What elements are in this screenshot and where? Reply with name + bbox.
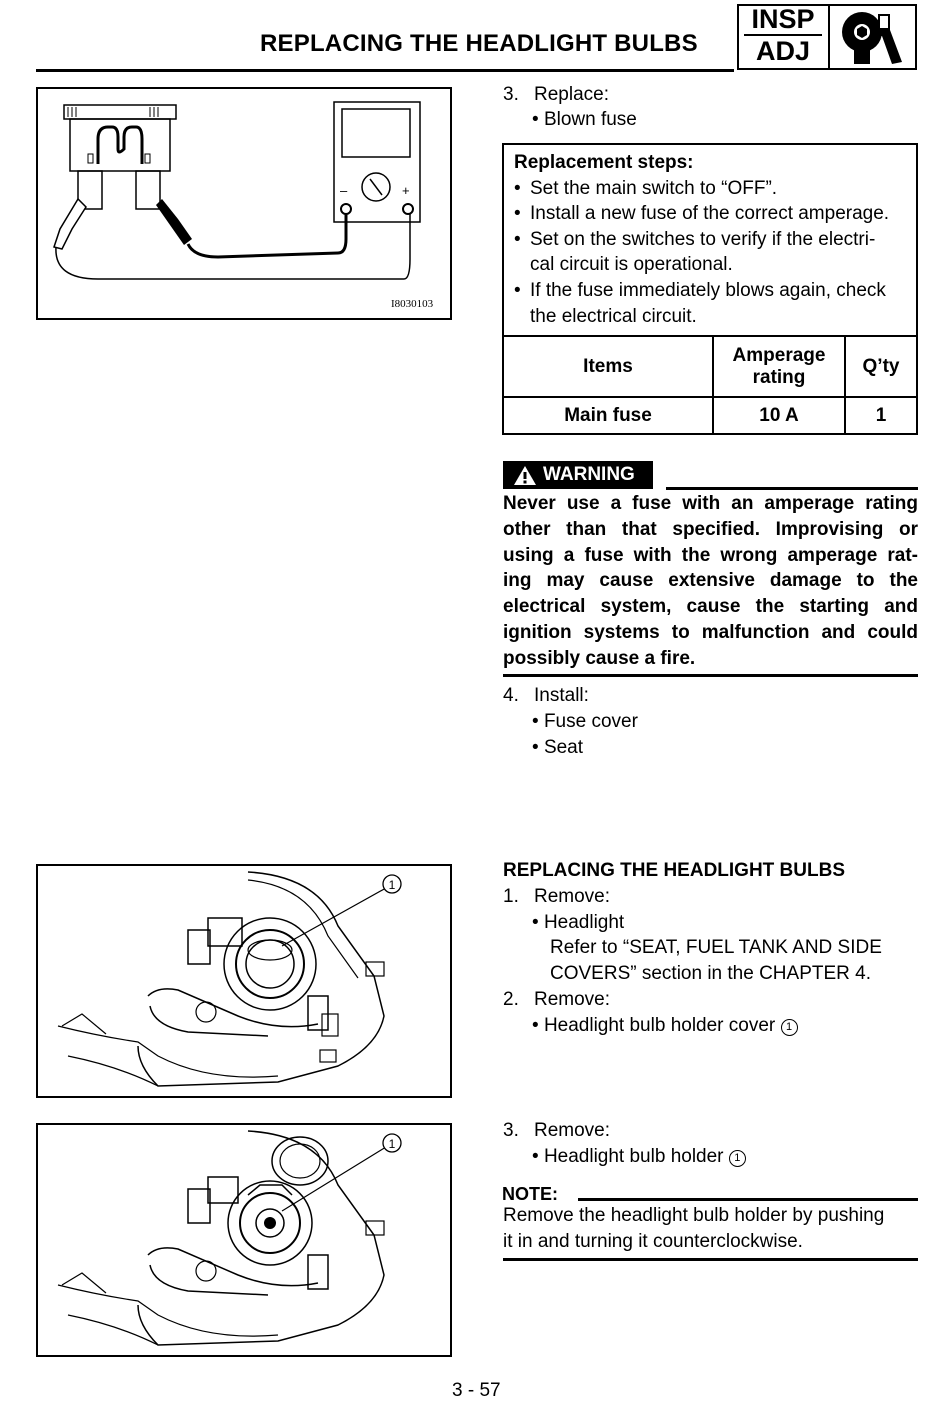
step3-item: • Blown fuse bbox=[532, 109, 637, 130]
title-rule bbox=[36, 69, 734, 72]
warning-text-label: WARNING bbox=[543, 464, 635, 485]
step3-item-text: Blown fuse bbox=[543, 109, 637, 130]
replacement-step: • Install a new fuse of the correct amperage. bbox=[514, 201, 906, 227]
table-cell: Main fuse bbox=[503, 397, 713, 434]
table-header: Items bbox=[503, 336, 713, 397]
warning-line: ignition systems to malfunction and could bbox=[503, 621, 918, 643]
replacement-step: • If the fuse immediately blows again, check bbox=[514, 278, 906, 304]
step4-item: • Fuse cover bbox=[532, 711, 638, 732]
step4-item-text: Seat bbox=[543, 737, 584, 758]
section-step3 bbox=[503, 1118, 611, 1144]
step4-item: • Seat bbox=[532, 737, 584, 758]
warning-end-rule bbox=[503, 674, 918, 677]
s1-number: 1. bbox=[503, 886, 519, 907]
replacement-step-cont: the electrical circuit. bbox=[530, 305, 697, 327]
badge-bottom: ADJ bbox=[755, 36, 810, 66]
page-number: 3 - 57 bbox=[452, 1380, 501, 1401]
s2-item: • Headlight bulb holder cover 1 bbox=[532, 1013, 798, 1039]
s2-number: 2. bbox=[503, 989, 519, 1010]
replacement-step: • Set the main switch to “OFF”. bbox=[514, 176, 906, 202]
callout-circle: 1 bbox=[781, 1019, 798, 1036]
s2-action: Remove: bbox=[534, 989, 611, 1010]
badge-top: INSP bbox=[751, 4, 815, 34]
warning-body bbox=[503, 491, 918, 672]
warning-icon bbox=[513, 465, 537, 486]
note-line: it in and turning it counterclockwise. bbox=[503, 1230, 803, 1252]
callout-number: 1 bbox=[388, 1137, 396, 1151]
fuse-test-figure bbox=[36, 87, 452, 320]
fuse-multimeter-drawing bbox=[38, 89, 450, 318]
s3-number: 3. bbox=[503, 1120, 519, 1141]
step3 bbox=[503, 82, 609, 108]
meter-minus-label: – bbox=[340, 183, 348, 198]
table-row bbox=[503, 397, 917, 434]
s1-item-text: Headlight bbox=[543, 912, 625, 933]
warning-line: electrical system, cause the starting and bbox=[503, 596, 918, 618]
fuse-spec-table bbox=[502, 335, 918, 435]
headlight-cover-drawing bbox=[38, 866, 450, 1096]
note-line: Remove the headlight bulb holder by pushing bbox=[503, 1205, 885, 1226]
badge-label bbox=[738, 4, 830, 68]
step4-action: Install: bbox=[534, 685, 589, 706]
step3-number: 3. bbox=[503, 84, 519, 105]
s2-item-text: Headlight bulb holder cover bbox=[543, 1015, 776, 1036]
replacement-heading: Replacement steps: bbox=[514, 152, 694, 173]
replacement-step-cont: cal circuit is operational. bbox=[530, 254, 733, 276]
section-step2 bbox=[503, 987, 611, 1013]
note-body bbox=[503, 1203, 918, 1255]
table-header bbox=[713, 336, 845, 397]
replacement-step: • Set on the switches to verify if the electri- bbox=[514, 227, 906, 253]
s1-reference-cont: COVERS” section in the CHAPTER 4. bbox=[550, 963, 871, 984]
note-end-rule bbox=[503, 1258, 918, 1261]
step4 bbox=[503, 683, 589, 709]
page-title: REPLACING THE HEADLIGHT BULBS bbox=[260, 30, 698, 57]
bulb-holder-figure bbox=[36, 1123, 452, 1357]
note-rule bbox=[578, 1198, 918, 1201]
s3-action: Remove: bbox=[534, 1120, 611, 1141]
step3-action: Replace: bbox=[534, 84, 609, 105]
warning-line: using a fuse with the wrong amperage rat- bbox=[503, 544, 918, 566]
header-rating: rating bbox=[752, 366, 806, 388]
warning-line: ing may cause extensive damage to the bbox=[503, 570, 918, 592]
wrench-tool-icon bbox=[832, 6, 916, 68]
s1-item: • Headlight bbox=[532, 912, 625, 933]
warning-line: possibly cause a fire. bbox=[503, 647, 696, 669]
meter-plus-label: + bbox=[402, 183, 410, 198]
warning-rule bbox=[666, 487, 918, 490]
step4-number: 4. bbox=[503, 685, 519, 706]
header-amperage: Amperage bbox=[732, 344, 826, 366]
section-title: REPLACING THE HEADLIGHT BULBS bbox=[503, 860, 845, 881]
warning-line: other than that specified. Improvising or bbox=[503, 518, 918, 540]
warning-line: Never use a fuse with an amperage rating bbox=[503, 493, 918, 514]
bulb-holder-drawing bbox=[38, 1125, 450, 1355]
s1-reference: Refer to “SEAT, FUEL TANK AND SIDE bbox=[550, 937, 882, 958]
warning-label bbox=[503, 461, 653, 489]
note-label: NOTE: bbox=[502, 1184, 558, 1204]
s3-item-text: Headlight bulb holder bbox=[543, 1146, 724, 1167]
s3-item: • Headlight bulb holder 1 bbox=[532, 1144, 746, 1170]
figure-code: I8030103 bbox=[391, 298, 434, 310]
table-header: Q’ty bbox=[845, 336, 917, 397]
s1-action: Remove: bbox=[534, 886, 611, 907]
callout-circle: 1 bbox=[729, 1150, 746, 1167]
replacement-steps-box bbox=[502, 143, 918, 336]
table-cell: 10 A bbox=[713, 397, 845, 434]
section-step1 bbox=[503, 884, 611, 910]
callout-number: 1 bbox=[388, 878, 396, 892]
table-cell: 1 bbox=[845, 397, 917, 434]
step4-item-text: Fuse cover bbox=[543, 711, 638, 732]
headlight-cover-figure bbox=[36, 864, 452, 1098]
